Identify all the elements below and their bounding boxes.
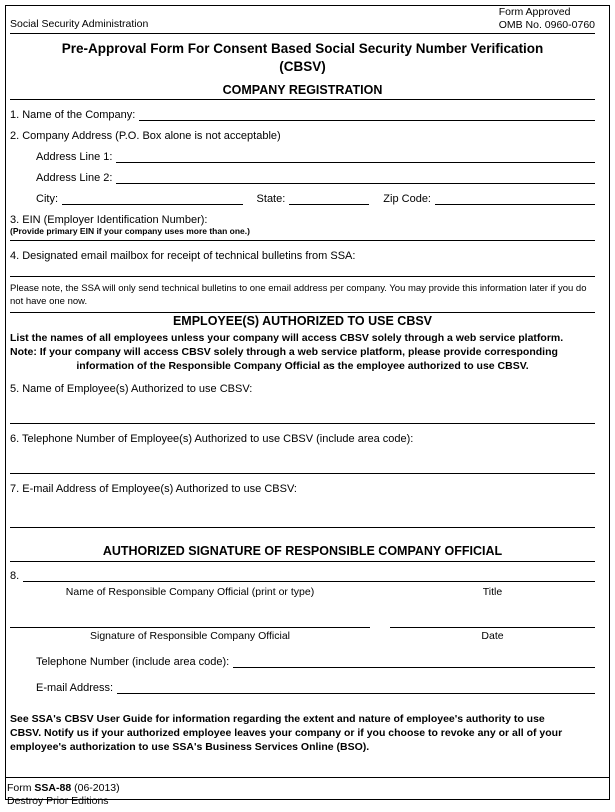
field-q8-row (10, 568, 595, 582)
footer-note (10, 712, 595, 755)
input-q8[interactable] (23, 568, 595, 582)
label-state: State: (256, 193, 286, 206)
section-divider-1 (10, 99, 595, 100)
signature-field-wrap (10, 612, 370, 642)
caption-signature: Signature of Responsible Company Official (90, 629, 290, 642)
section-divider-3 (10, 561, 595, 562)
input-address-line-2[interactable] (116, 170, 595, 184)
form-identifier (7, 782, 120, 796)
label-employee-telephone: 6. Telephone Number of Employee(s) Authorized to use CBSV (include area code): (10, 432, 414, 445)
form-number: SSA-88 (34, 781, 72, 794)
input-city[interactable] (62, 191, 243, 205)
document-header (10, 6, 595, 32)
label-employee-names: 5. Name of Employee(s) Authorized to use CBSV: (10, 382, 253, 395)
page-title-line2: (CBSV) (279, 58, 326, 74)
input-zip-code[interactable] (435, 191, 595, 205)
instructions-line-3: information of the Responsible Company Official as the employee authorized to use CBSV. (76, 360, 529, 373)
label-employee-email: 7. E-mail Address of Employee(s) Authorized to use CBSV: (10, 482, 297, 495)
form-label: Form (7, 781, 35, 794)
caption-title-wrap (390, 584, 595, 598)
section-divider-2 (10, 312, 595, 313)
input-ein[interactable] (10, 240, 595, 241)
input-employee-names[interactable] (10, 397, 595, 424)
label-company-address: 2. Company Address (P.O. Box alone is not acceptable) (10, 130, 281, 143)
field-official-email-row (10, 680, 595, 694)
form-approved-label: Form Approved (498, 6, 571, 18)
label-ein-sub: (Provide primary EIN if your company uses more than one.) (10, 226, 250, 237)
label-ein: 3. EIN (Employer Identification Number): (10, 214, 208, 227)
input-date[interactable] (390, 612, 595, 628)
label-designated-email: 4. Designated email mailbox for receipt of technical bulletins from SSA: (10, 250, 356, 263)
caption-title: Title (482, 585, 503, 598)
field-address-line-2-row (10, 170, 595, 184)
section-employees-authorized: EMPLOYEE(S) AUTHORIZED TO USE CBSV (172, 314, 433, 329)
page-title-line1: Pre-Approval Form For Consent Based Social Security Number Verification (61, 41, 544, 57)
footer-note-line-2: CBSV. Notify us if your authorized employee leaves your company or if you choose to revoke any or all of your (10, 726, 563, 739)
field-official-telephone-row (10, 654, 595, 668)
agency-name: Social Security Administration (10, 18, 149, 30)
date-field-wrap (390, 612, 595, 642)
field-address-line-1-row (10, 149, 595, 163)
input-address-line-1[interactable] (116, 149, 595, 163)
label-address-line-1: Address Line 1: (36, 151, 113, 164)
caption-date: Date (481, 629, 504, 642)
label-official-email: E-mail Address: (36, 681, 114, 694)
caption-name-official-wrap (10, 584, 370, 598)
input-employee-telephone[interactable] (10, 447, 595, 474)
form-footer (7, 782, 120, 809)
footer-divider (5, 777, 610, 778)
page-title (10, 40, 595, 75)
form-date: (06-2013) (71, 781, 120, 794)
input-company-name[interactable] (139, 107, 595, 121)
header-divider (10, 33, 595, 34)
instructions-line-2: Note: If your company will access CBSV solely through a web service platform, please provide corresponding (10, 346, 558, 359)
instructions-line-1: List the names of all employees unless your company will access CBSV solely through a web service platform. (10, 332, 564, 345)
destroy-prior-editions: Destroy Prior Editions (7, 795, 109, 808)
signature-date-row (10, 612, 595, 642)
label-city: City: (36, 193, 58, 206)
omb-block (499, 6, 595, 32)
input-state[interactable] (289, 191, 369, 205)
name-title-captions (10, 584, 595, 598)
omb-number: OMB No. 0960-0760 (498, 19, 595, 32)
instructions-block (10, 331, 595, 374)
note-email-address: Please note, the SSA will only send technical bulletins to one email address per company. You may provide this information later if you do not have one now. (10, 283, 587, 307)
section-authorized-signature: AUTHORIZED SIGNATURE OF RESPONSIBLE COMPANY OFFICIAL (102, 543, 503, 558)
input-signature[interactable] (10, 612, 370, 628)
field-company-name-row (10, 107, 595, 121)
label-company-name: 1. Name of the Company: (10, 109, 136, 122)
label-q8-number: 8. (10, 569, 20, 582)
caption-name-official: Name of Responsible Company Official (print or type) (65, 585, 315, 598)
input-official-email[interactable] (117, 680, 595, 694)
input-designated-email[interactable] (10, 276, 595, 277)
input-official-telephone[interactable] (233, 654, 595, 668)
label-official-telephone: Telephone Number (include area code): (36, 655, 230, 668)
label-zip-code: Zip Code: (383, 193, 431, 206)
footer-note-line-3: employee's authorization to use SSA's Business Services Online (BSO). (10, 740, 370, 753)
label-address-line-2: Address Line 2: (36, 172, 113, 185)
field-city-state-zip-row (10, 191, 595, 205)
form-body (10, 6, 595, 754)
input-employee-email[interactable] (10, 497, 595, 528)
footer-note-line-1: See SSA's CBSV User Guide for information regarding the extent and nature of employee's authority to use (10, 712, 545, 725)
section-company-registration: COMPANY REGISTRATION (222, 83, 383, 98)
